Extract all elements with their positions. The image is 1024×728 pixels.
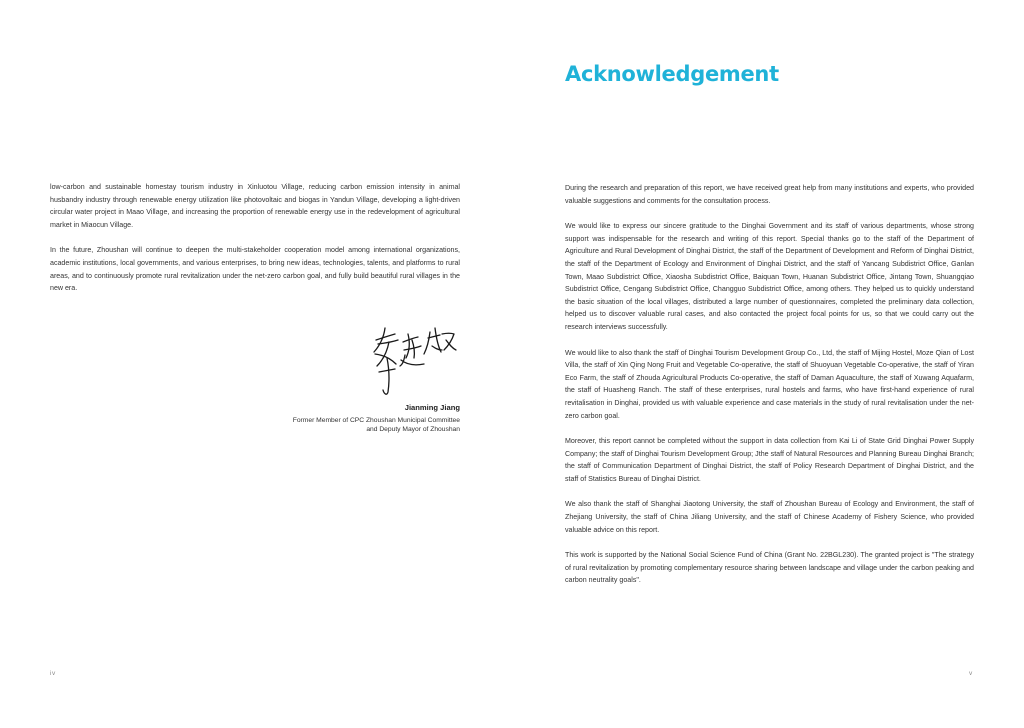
right-paragraph-4: Moreover, this report cannot be completed without the support in data collection from Kai Li of State Grid Dinghai Power Supply Company; the staff of Dinghai Tourism Development Group; Jthe staff of Natural Resources and Planning Bureau Dinghai Branch; the staff of Communication Department of Dinghai District, the staff of Policy Research Department of Dinghai District, and the staff of Statistics Bureau of Dinghai District. xyxy=(565,437,974,483)
page-title: Acknowledgement xyxy=(565,62,779,86)
page-number-right: v xyxy=(969,670,973,677)
left-paragraph-1: low-carbon and sustainable homestay tourism industry in Xinluotou Village, reducing carbon emission intensity in animal husbandry industry through renewable energy utilization like photovoltaic and biogas in Yandun Village, developing a light-driven circular water project in Maao Village, and increasing the proportion of renewable energy use in the redevelopment of agricultural market in Miaocun Village. xyxy=(50,183,460,229)
signer-title-line1: Former Member of CPC Zhoushan Municipal Committee xyxy=(292,417,460,424)
right-paragraph-3: We would like to also thank the staff of Dinghai Tourism Development Group Co., Ltd, the staff of Mijing Hostel, Moze Qian of Lost Villa, the staff of Xin Qing Nong Fruit and Vegetable Co-operative, the staff of Shuoyuan Vegetable Co-operative, the staff of Yiran Eco Farm, the staff of Zhouda Agricultural Products Co-operative, the staff of Daman Aquaculture, the staff of Xuwang Aquafarm, the staff of Huasheng Ranch. The staff of these enterprises, rural hostels and farms, who have first-hand experience of rural revitalisation in Dinghai, provided us with valuable experience and case materials in the study of rural revitalisation under the net-zero carbon goal. xyxy=(565,348,974,420)
right-page xyxy=(512,0,1024,728)
signer-title xyxy=(240,416,460,435)
right-body-text xyxy=(565,182,974,600)
right-paragraph-1: During the research and preparation of this report, we have received great help from many institutions and experts, who provided valuable suggestions and comments for the consultation process. xyxy=(565,184,974,205)
page-number-left: iv xyxy=(50,670,56,677)
handwritten-signature xyxy=(368,322,460,400)
right-paragraph-2: We would like to express our sincere gratitude to the Dinghai Government and its staff of various departments, whose strong support was indispensable for the research and writing of this report. Special thanks go to the staff of the Department of Agriculture and Rural Development of Dinghai District, the staff of the Department of Development and Reform of Dinghai District, the staff of the Department of Ecology and Environment of Dinghai District, and the staff of Yancang Subdistrict Office, Ganlan Town, Maao Subdistrict Office, Xiaosha Subdistrict Office, Baiquan Town, Huanan Subdistrict Office, Jintang Town, Shuangqiao Subdistrict Office, Cengang Subdistrict Office, Changguo Subdistrict Office, among others. They helped us to quickly understand the basic situation of the local villages, distributed a large number of questionnaires, completed the preliminary data collection, helped us to discover valuable rural cases, and also contacted the project focal points for us, so that we could carry out the research interviews successfully. xyxy=(565,222,974,331)
right-paragraph-5: We also thank the staff of Shanghai Jiaotong University, the staff of Zhoushan Bureau of Ecology and Environment, the staff of Zhejiang University, the staff of China Jiliang University, and the staff of Chinese Academy of Fishery Science, who provided valuable advice on this report. xyxy=(565,500,974,534)
left-body-text xyxy=(50,181,460,308)
left-paragraph-2: In the future, Zhoushan will continue to deepen the multi-stakeholder cooperation model among international organizations, academic institutions, local governments, and various enterprises, to bring new ideas, technologies, talents, and platforms to rural areas, and to continuously promote rural revitalization under the net-zero carbon goal, and fully build beautiful rural villages in the new era. xyxy=(50,246,460,293)
signer-title-line2: and Deputy Mayor of Zhoushan xyxy=(366,426,460,434)
signer-name: Jianming Jiang xyxy=(404,403,460,412)
right-paragraph-6: This work is supported by the National Social Science Fund of China (Grant No. 22BGL230). The granted project is "The strategy of rural revitalization by promoting complementary resource sharing between landscape and village under the carbon peaking and carbon neutrality goals". xyxy=(565,551,974,585)
